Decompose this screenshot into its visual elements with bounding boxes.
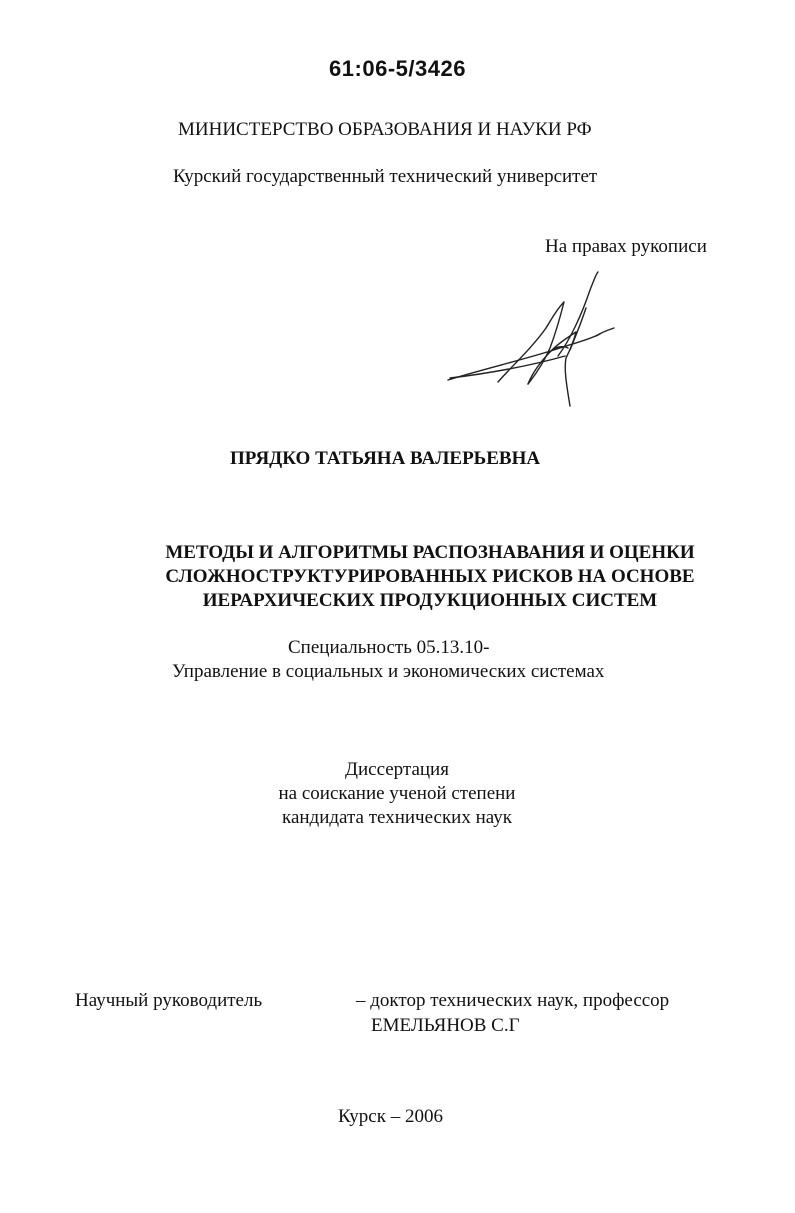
dissertation-degree-block (240, 758, 554, 830)
supervisor-label: Научный руководитель (75, 990, 263, 1011)
title-line: СЛОЖНОСТРУКТУРИРОВАННЫХ РИСКОВ НА ОСНОВЕ (165, 566, 695, 587)
author-name: ПРЯДКО ТАТЬЯНА ВАЛЕРЬЕВНА (230, 448, 541, 469)
degree-line: на соискание ученой степени (278, 783, 516, 804)
title-line: МЕТОДЫ И АЛГОРИТМЫ РАСПОЗНАВАНИЯ И ОЦЕНКИ (165, 542, 695, 563)
ministry-name: МИНИСТЕРСТВО ОБРАЗОВАНИЯ И НАУКИ РФ (178, 119, 592, 140)
degree-line: кандидата технических наук (282, 807, 512, 828)
supervisor-degree: – доктор технических наук, профессор (356, 990, 670, 1011)
signature (440, 270, 625, 415)
archive-code: 61:06-5/3426 (329, 56, 466, 81)
dissertation-title (150, 541, 710, 613)
city-year (0, 1106, 795, 1128)
specialty-code: Специальность 05.13.10- (288, 637, 490, 658)
university-name: Курский государственный технический университет (173, 166, 598, 187)
specialty-name: Управление в социальных и экономических системах (172, 661, 605, 682)
manuscript-rights-note: На правах рукописи (545, 236, 707, 257)
city-year-text: Курск – 2006 (338, 1106, 443, 1127)
degree-line: Диссертация (345, 759, 449, 780)
supervisor-name: ЕМЕЛЬЯНОВ С.Г (371, 1015, 520, 1036)
title-line: ИЕРАРХИЧЕСКИХ ПРОДУКЦИОННЫХ СИСТЕМ (202, 590, 658, 611)
